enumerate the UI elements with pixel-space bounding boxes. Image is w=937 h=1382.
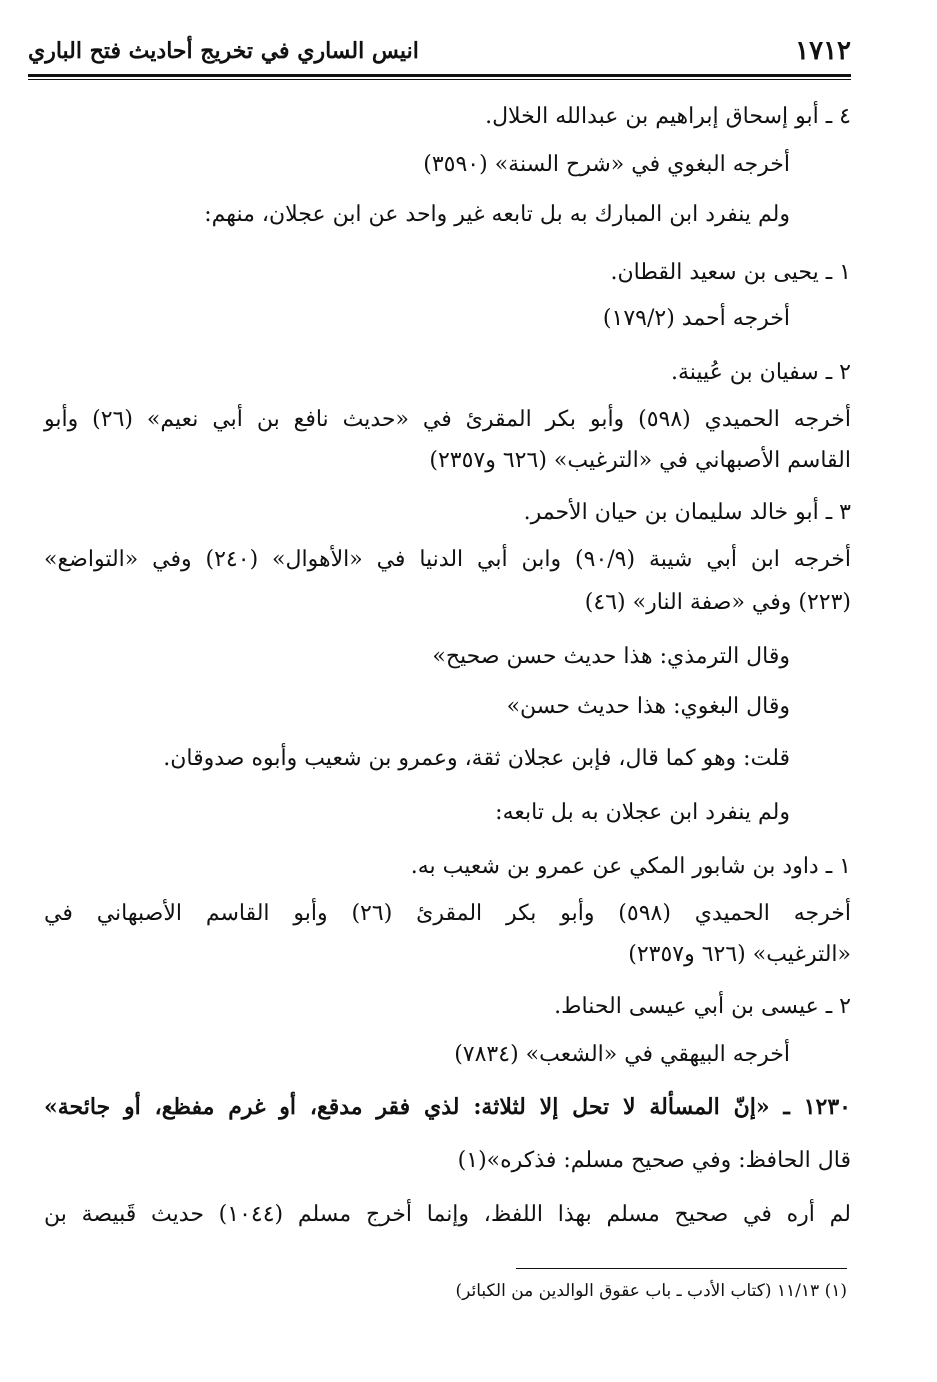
text-line: «الترغيب» (٦٢٦ و٢٣٥٧) <box>628 942 851 967</box>
text-line: وقال الترمذي: هذا حديث حسن صحيح» <box>432 644 790 669</box>
text-line: ٣ ـ أبو خالد سليمان بن حيان الأحمر. <box>523 500 851 525</box>
text-line: القاسم الأصبهاني في «الترغيب» (٦٢٦ و٢٣٥٧) <box>429 448 851 473</box>
text-line: قال الحافظ: وفي صحيح مسلم: فذكره»(١) <box>457 1148 851 1173</box>
page-header <box>28 30 851 72</box>
text-line: ١٢٣٠ ـ «إنّ المسألة لا تحل إلا لثلاثة: لذي فقر مدقع، أو غرم مفظع، أو جائحة» <box>44 1094 851 1120</box>
page-number: ١٧١٢ <box>795 36 851 66</box>
text-line: أخرجه أحمد (١٧٩/٢) <box>602 306 790 331</box>
text-line: (٢٢٣) وفي «صفة النار» (٤٦) <box>584 590 851 615</box>
text-line: ٢ ـ سفيان بن عُيينة. <box>670 360 851 385</box>
text-line: وقال البغوي: هذا حديث حسن» <box>506 694 790 719</box>
text-line: ولم ينفرد ابن المبارك به بل تابعه غير واحد عن ابن عجلان، منهم: <box>204 202 790 227</box>
header-rule <box>28 74 851 80</box>
text-line: أخرجه الحميدي (٥٩٨) وأبو بكر المقرئ (٢٦) وأبو القاسم الأصبهاني في <box>44 901 851 926</box>
text-line: أخرجه الحميدي (٥٩٨) وأبو بكر المقرئ في «حديث نافع بن أبي نعيم» (٢٦) وأبو <box>44 407 851 432</box>
text-line: ١ ـ يحيى بن سعيد القطان. <box>610 260 851 285</box>
text-line: لم أره في صحيح مسلم بهذا اللفظ، وإنما أخرج مسلم (١٠٤٤) حديث قَبيصة بن <box>44 1202 851 1227</box>
text-line: أخرجه البيهقي في «الشعب» (٧٨٣٤) <box>454 1042 790 1067</box>
text-line: ٤ ـ أبو إسحاق إبراهيم بن عبدالله الخلال. <box>485 104 851 129</box>
text-line: ١ ـ داود بن شابور المكي عن عمرو بن شعيب به. <box>410 854 851 879</box>
footnote: (١) ١١/١٣ (كتاب الأدب ـ باب عقوق الوالدين من الكبائر) <box>455 1281 847 1301</box>
text-line: قلت: وهو كما قال، فإبن عجلان ثقة، وعمرو بن شعيب وأبوه صدوقان. <box>163 746 790 771</box>
text-line: ٢ ـ عيسى بن أبي عيسى الحناط. <box>554 994 851 1019</box>
footnote-rule <box>516 1268 847 1269</box>
text-line: أخرجه ابن أبي شيبة (٩٠/٩) وابن أبي الدنيا في «الأهوال» (٢٤٠) وفي «التواضع» <box>44 547 851 572</box>
running-title: انيس الساري في تخريج أحاديث فتح الباري <box>28 38 419 64</box>
text-line: أخرجه البغوي في «شرح السنة» (٣٥٩٠) <box>423 152 790 177</box>
text-line: ولم ينفرد ابن عجلان به بل تابعه: <box>495 800 790 825</box>
